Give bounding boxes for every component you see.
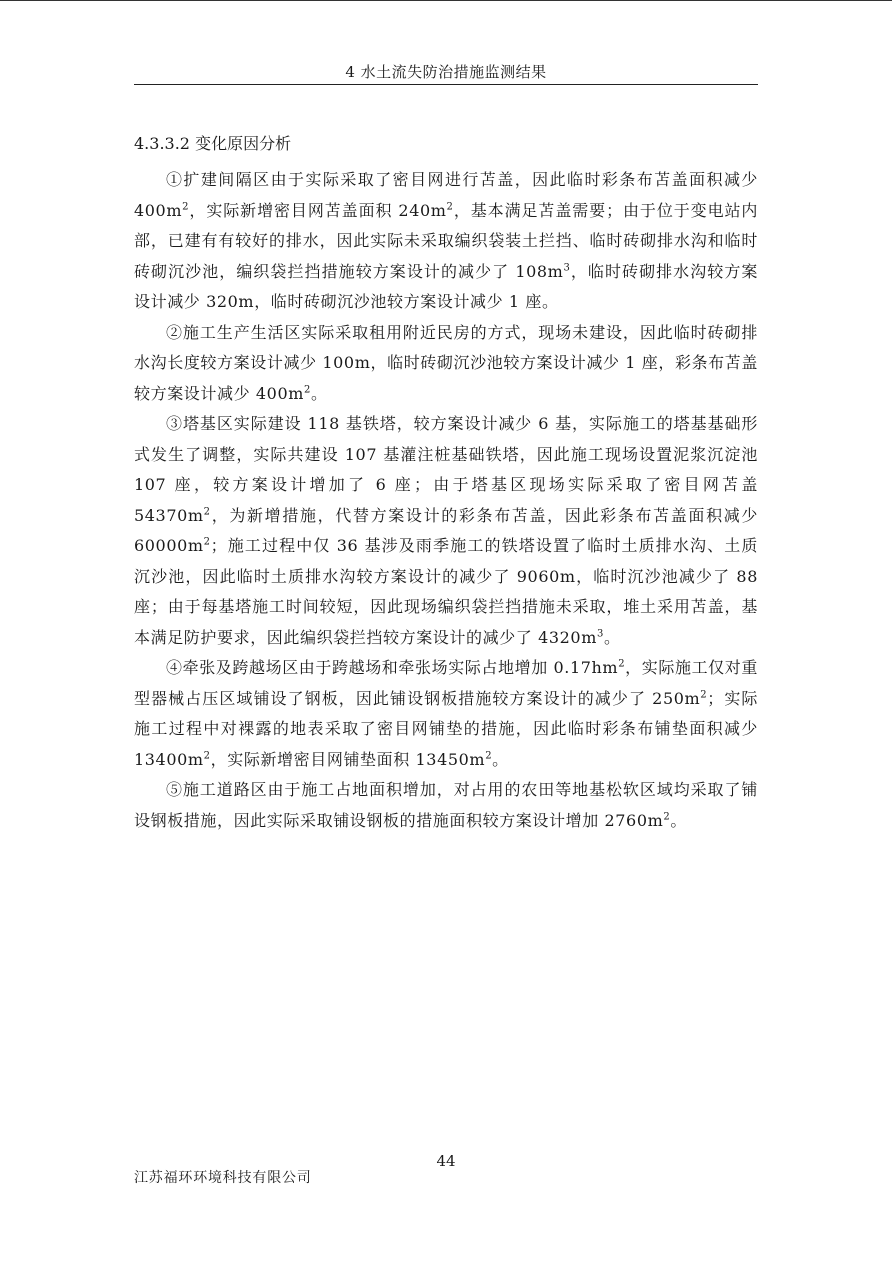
text-run: ③塔基区实际建设 118 基铁塔，较方案设计减少 6 基，实际施工的塔基基础形式发生了调整，实际共建设 107 基灌注桩基础铁塔，因此施工现场设置泥浆沉淀池 107 座，较方案设计增加了 6 座；由于塔基区现场实际采取了密目网苫盖 54370m <box>134 414 758 525</box>
superscript: 2 <box>203 506 211 518</box>
text-run: ，实际新增密目网铺垫面积 13450m <box>210 749 486 769</box>
text-run: ；施工过程中仅 36 基涉及雨季施工的铁塔设置了临时土质排水沟、土质沉沙池，因此临时土质排水沟较方案设计的减少了 9060m，临时沉沙池减少了 88 座；由于每基塔施工时间较短，因此现场编织袋拦挡措施未采取，堆土采用苫盖，基本满足防护要求，因此编织袋拦挡较方案设计的减少了 4320m <box>134 536 758 647</box>
text-run: ；实际施工过程中对裸露的地表采取了密目网铺垫的措施，因此临时彩条布铺垫面积减少 13400m <box>134 688 758 769</box>
superscript: 3 <box>563 262 571 274</box>
text-run: ②施工生产生活区实际采取租用附近民房的方式，现场未建设，因此临时砖砌排水沟长度较方案设计减少 100m，临时砖砌沉沙池较方案设计减少 1 座，彩条布苫盖较方案设计减少 400m <box>134 322 758 403</box>
paragraph-tower-foundation-area <box>134 409 758 653</box>
text-run: ①扩建间隔区由于实际采取了密目网进行苫盖，因此临时彩条布苫盖面积减少 400m <box>134 170 758 220</box>
section-heading: 4.3.3.2 变化原因分析 <box>134 134 292 153</box>
superscript: 2 <box>182 201 190 213</box>
paragraph-construction-living-area <box>134 318 758 410</box>
superscript: 2 <box>446 201 454 213</box>
paragraph-expansion-bay <box>134 165 758 318</box>
page-number: 44 <box>436 1152 456 1170</box>
document-body <box>134 131 758 836</box>
text-run: ，为新增措施，代替方案设计的彩条布苫盖，因此彩条布苫盖面积减少 60000m <box>134 505 758 555</box>
text-run: ，实际新增密目网苫盖面积 240m <box>189 200 447 220</box>
text-run: 。 <box>492 749 509 769</box>
paragraph-construction-road-area <box>134 775 758 836</box>
footer-company-name: 江苏福环环境科技有限公司 <box>134 1170 312 1186</box>
text-run: ④牵张及跨越场区由于跨越场和牵张场实际占地增加 0.17hm <box>166 658 619 677</box>
superscript: 2 <box>618 658 626 670</box>
superscript: 2 <box>663 811 671 823</box>
page-top-border <box>0 0 892 1</box>
superscript: 2 <box>700 689 708 701</box>
superscript: 2 <box>203 536 211 548</box>
superscript: 2 <box>203 750 211 762</box>
text-run: ，临时砖砌排水沟较方案设计减少 320m，临时砖砌沉沙池较方案设计减少 1 座。 <box>134 261 758 311</box>
text-run: ⑤施工道路区由于施工占地面积增加，对占用的农田等地基松软区域均采取了铺设钢板措施，因此实际采取铺设钢板的措施面积较方案设计增加 2760m <box>134 780 758 830</box>
header-divider <box>134 84 758 85</box>
running-header: 4 水土流失防治措施监测结果 <box>345 63 547 81</box>
superscript: 2 <box>304 384 311 396</box>
superscript: 3 <box>596 628 604 640</box>
text-run: ，实际施工仅对重型器械占压区域铺设了钢板，因此铺设钢板措施较方案设计的减少了 250m <box>134 658 758 708</box>
paragraph-stringing-crossing-area <box>134 653 758 775</box>
superscript: 2 <box>485 750 493 762</box>
text-run: 。 <box>603 627 621 647</box>
text-run: ，基本满足苫盖需要；由于位于变电站内部，已建有有较好的排水，因此实际未采取编织袋装土拦挡、临时砖砌排水沟和临时砖砌沉沙池，编织袋拦挡措施较方案设计的减少了 108m <box>134 200 758 281</box>
text-run: 。 <box>670 810 687 830</box>
text-run: 。 <box>310 383 328 403</box>
